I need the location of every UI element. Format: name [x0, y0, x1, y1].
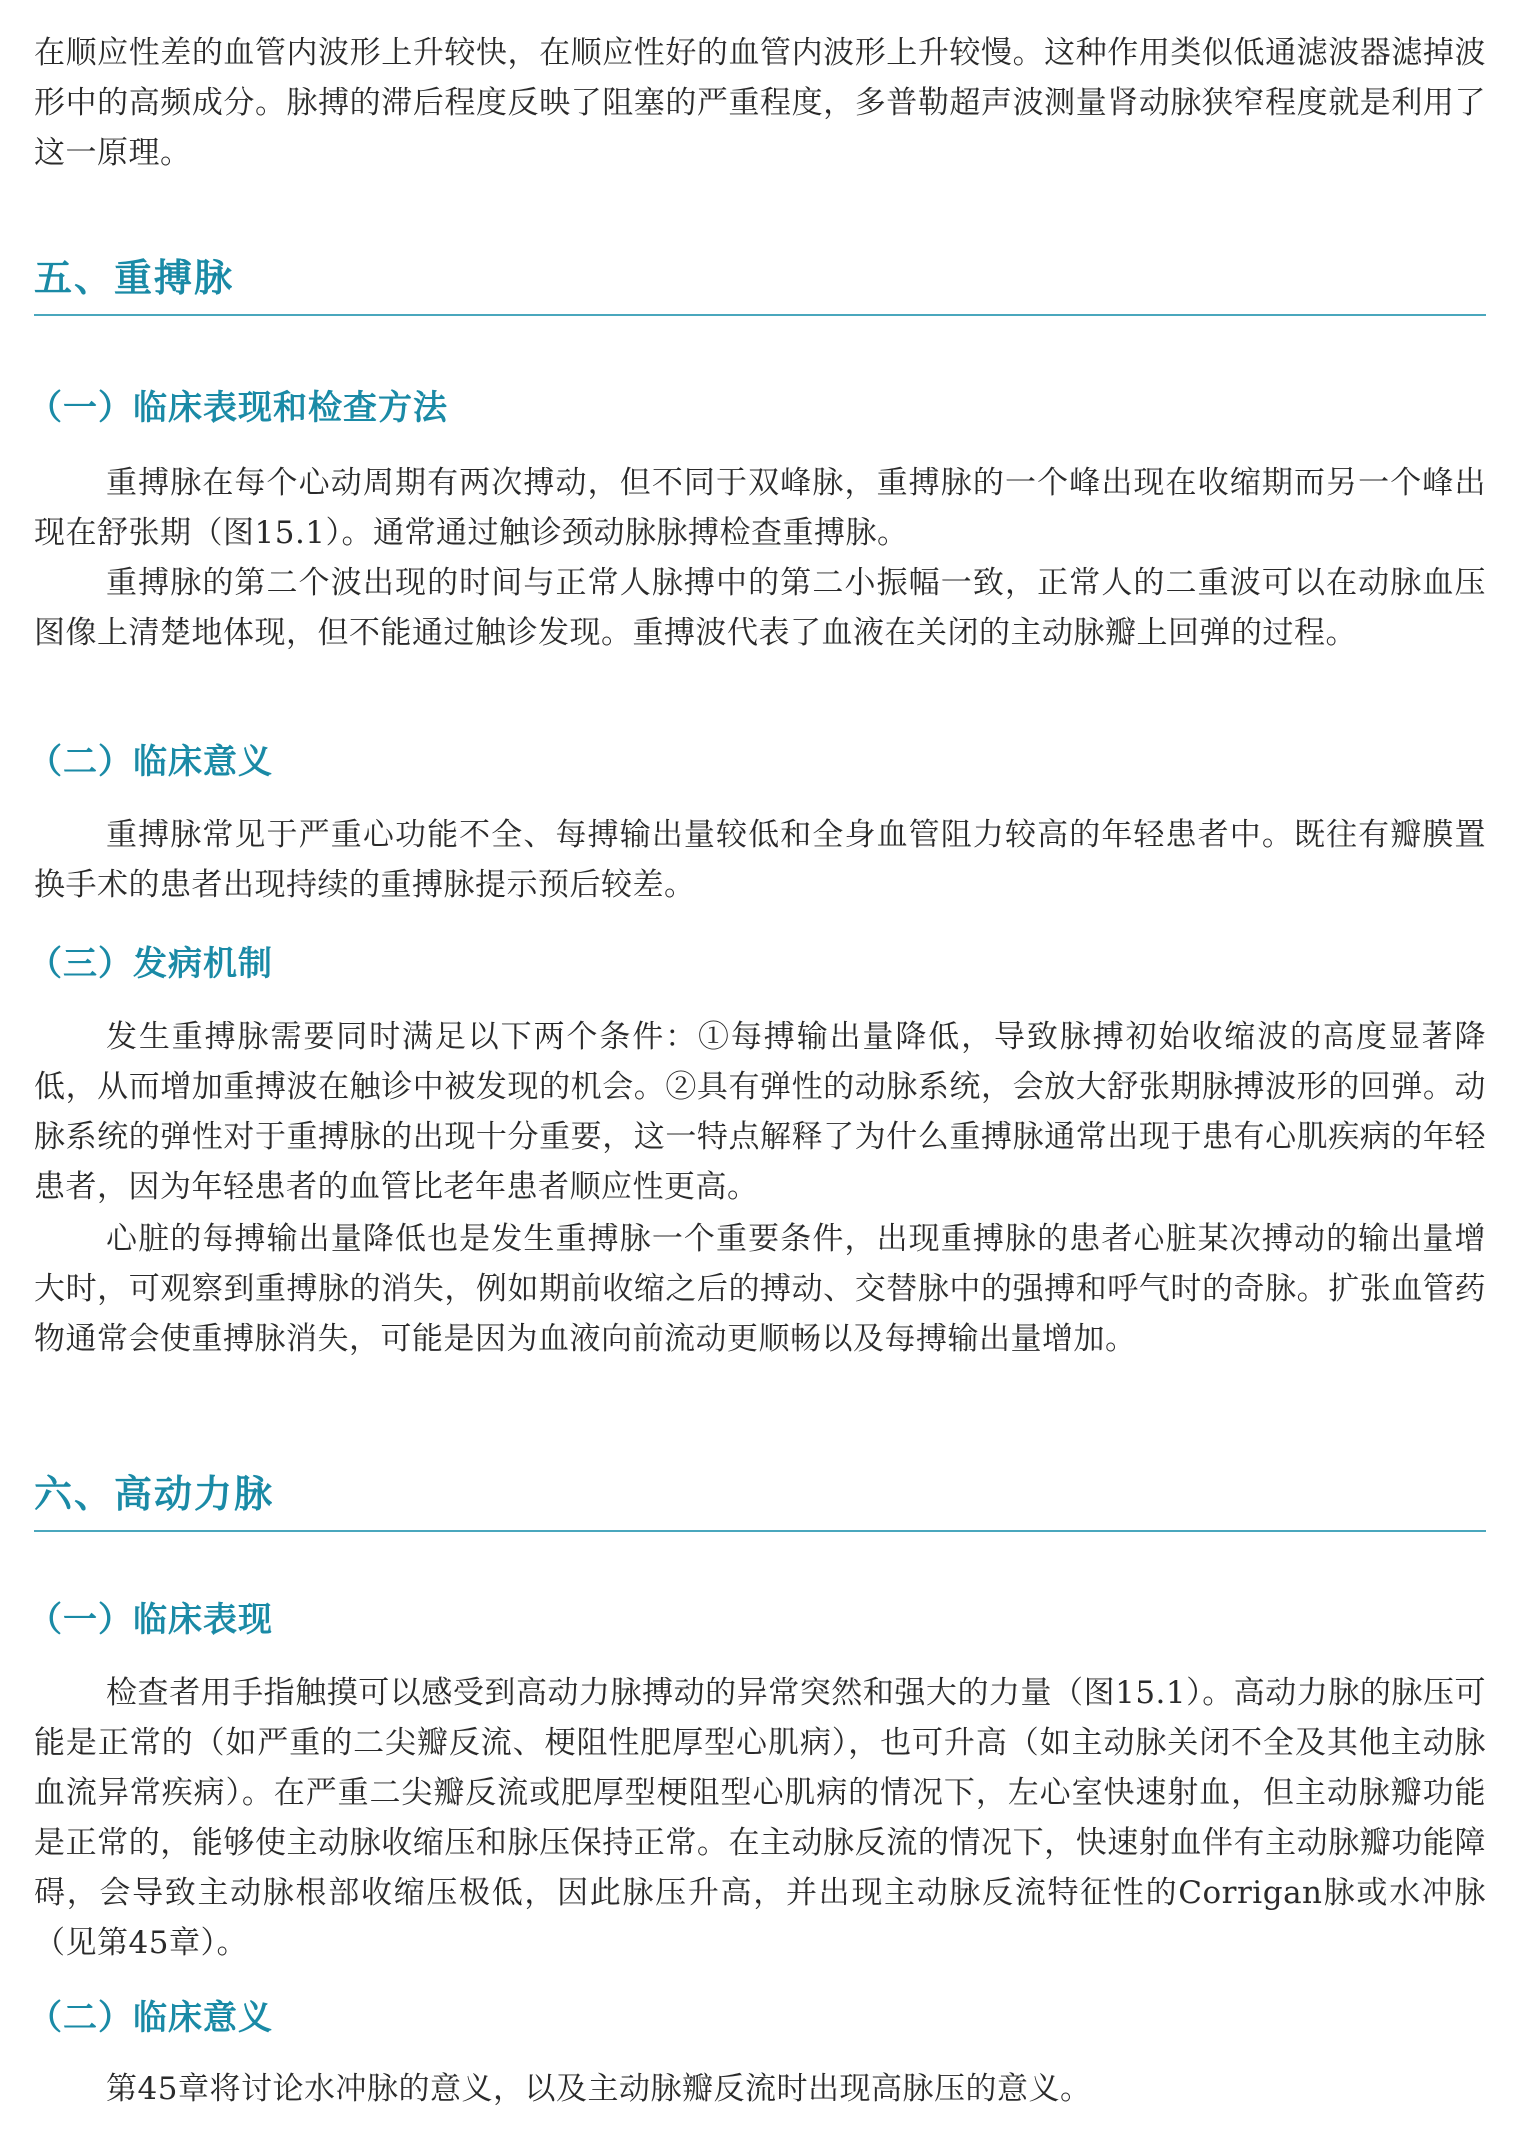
- section-6-sub-2-paragraph-1: 第45章将讨论水冲脉的意义，以及主动脉瓣反流时出现高脉压的意义。: [106, 2071, 1092, 2107]
- section-6-sub-1-paragraph-1: 检查者用手指触摸可以感受到高动力脉搏动的异常突然和强大的力量（图15.1）。高动力脉的脉压可能是正常的（如严重的二尖瓣反流、梗阻性肥厚型心肌病），也可升高（如主动脉关闭不全及其他主动脉血流异常疾病）。在严重二尖瓣反流或肥厚型梗阻型心肌病的情况下，左心室快速射血，但主动脉瓣功能是正常的，能够使主动脉收缩压和脉压保持正常。在主动脉反流的情况下，快速射血伴有主动脉瓣功能障碍，会导致主动脉根部收缩压极低，因此脉压升高，并出现主动脉反流特征性的Corrigan脉或水冲脉（见第45章）。: [34, 1675, 1486, 1961]
- section-6-sub-1-heading: （一）临床表现: [28, 1600, 273, 1640]
- section-5-sub-2-paragraph-1: 重搏脉常见于严重心功能不全、每搏输出量较低和全身血管阻力较高的年轻患者中。既往有瓣膜置换手术的患者出现持续的重搏脉提示预后较差。: [34, 817, 1486, 903]
- section-5-sub-1-paragraph-2: 重搏脉的第二个波出现的时间与正常人脉搏中的第二小振幅一致，正常人的二重波可以在动脉血压图像上清楚地体现，但不能通过触诊发现。重搏波代表了血液在关闭的主动脉瓣上回弹的过程。: [34, 565, 1486, 651]
- section-5-sub-1-heading: （一）临床表现和检查方法: [28, 388, 448, 428]
- section-6-sub-2-heading: （二）临床意义: [28, 1998, 273, 2038]
- section-6-heading: 六、高动力脉: [34, 1470, 1486, 1532]
- section-5-sub-3-paragraph-1: 发生重搏脉需要同时满足以下两个条件：①每搏输出量降低，导致脉搏初始收缩波的高度显著降低，从而增加重搏波在触诊中被发现的机会。②具有弹性的动脉系统，会放大舒张期脉搏波形的回弹。动脉系统的弹性对于重搏脉的出现十分重要，这一特点解释了为什么重搏脉通常出现于患有心肌疾病的年轻患者，因为年轻患者的血管比老年患者顺应性更高。: [34, 1019, 1486, 1205]
- section-5-sub-3-paragraph-2: 心脏的每搏输出量降低也是发生重搏脉一个重要条件，出现重搏脉的患者心脏某次搏动的输出量增大时，可观察到重搏脉的消失，例如期前收缩之后的搏动、交替脉中的强搏和呼气时的奇脉。扩张血管药物通常会使重搏脉消失，可能是因为血液向前流动更顺畅以及每搏输出量增加。: [34, 1221, 1486, 1357]
- section-5-sub-2-heading: （二）临床意义: [28, 742, 273, 782]
- intro-paragraph: 在顺应性差的血管内波形上升较快，在顺应性好的血管内波形上升较慢。这种作用类似低通滤波器滤掉波形中的高频成分。脉搏的滞后程度反映了阻塞的严重程度，多普勒超声波测量肾动脉狭窄程度就是利用了这一原理。: [34, 35, 1486, 171]
- section-5-heading: 五、重搏脉: [34, 254, 1486, 316]
- section-5-sub-3-heading: （三）发病机制: [28, 944, 273, 984]
- section-5-sub-1-paragraph-1: 重搏脉在每个心动周期有两次搏动，但不同于双峰脉，重搏脉的一个峰出现在收缩期而另一个峰出现在舒张期（图15.1）。通常通过触诊颈动脉脉搏检查重搏脉。: [34, 465, 1486, 551]
